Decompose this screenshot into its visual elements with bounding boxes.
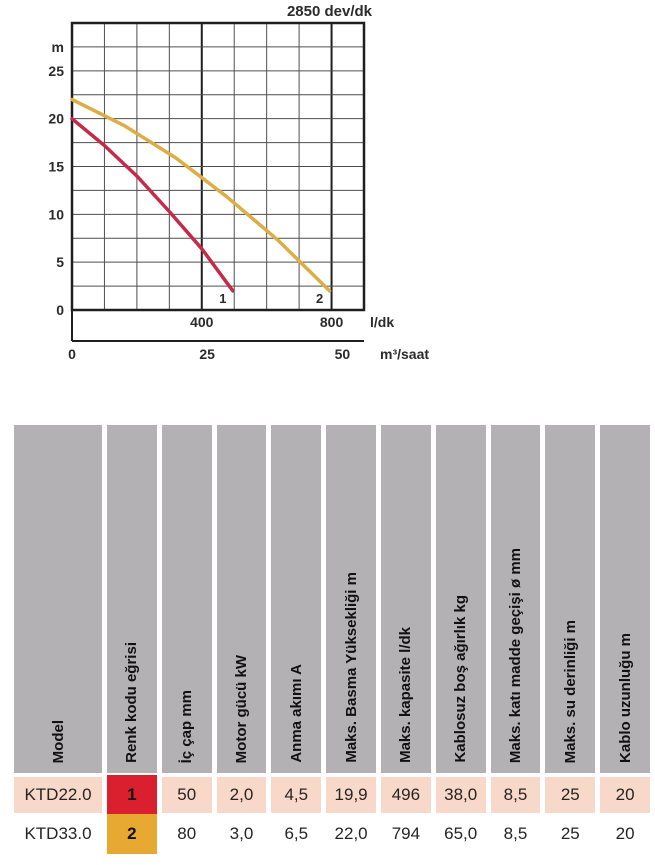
curve-label: 2 [315, 290, 324, 306]
model-cell: KTD22.0 [14, 777, 102, 813]
chart-title: 2850 dev/dk [286, 3, 372, 20]
col-header-cable-length: Kablo uzunluğu m [600, 425, 650, 773]
value-cell: 25 [545, 777, 595, 813]
spec-table [14, 425, 650, 852]
col-header-color-code: Renk kodu eğrisi [107, 425, 157, 773]
x-tick-label: 400 [190, 314, 214, 330]
col-header-motor-power: Motor gücü kW [217, 425, 267, 773]
x2-tick-label: 0 [68, 346, 76, 362]
col-header-solids-passage: Maks. katı madde geçişi ø mm [491, 425, 541, 773]
y-tick-label: 10 [48, 206, 64, 223]
value-cell: 80 [177, 824, 197, 843]
y-tick-label: 25 [48, 62, 64, 79]
y-tick-label: 15 [48, 158, 64, 175]
value-cell: 8,5 [503, 824, 528, 843]
chart-svg [0, 0, 430, 380]
col-header-rated-current: Anma akımı A [271, 425, 321, 773]
value-cell: 25 [560, 824, 580, 843]
y-tick-label: 5 [56, 254, 64, 271]
col-header-inner-diameter: İç çap mm [162, 425, 212, 773]
value-cell: 19,9 [326, 777, 376, 813]
value-cell: 496 [381, 777, 431, 813]
value-cell: 20 [615, 824, 635, 843]
x2-axis-unit: m³/saat [380, 346, 430, 362]
col-header-max-head: Maks. Basma Yüksekliği m [326, 425, 376, 773]
pump-performance-chart [0, 0, 430, 380]
value-cell: 8,5 [491, 777, 541, 813]
x-axis-unit: l/dk [370, 314, 395, 330]
value-cell: 20 [600, 777, 650, 813]
value-cell: 6,5 [284, 824, 309, 843]
x-tick-label: 800 [319, 314, 344, 330]
model-cell: KTD33.0 [24, 824, 92, 843]
y-tick-label: 0 [56, 302, 64, 318]
value-cell: 2,0 [217, 777, 267, 813]
value-cell: 794 [391, 824, 421, 843]
curve-swatch: 2 [107, 814, 157, 854]
value-cell: 3,0 [229, 824, 254, 843]
x2-tick-label: 25 [199, 346, 215, 362]
value-cell: 4,5 [271, 777, 321, 813]
x2-tick-label: 50 [334, 346, 351, 362]
value-cell: 65,0 [444, 824, 478, 843]
col-header-max-capacity: Maks. kapasite l/dk [381, 425, 431, 773]
value-cell: 50 [162, 777, 212, 813]
col-header-weight: Kablosuz boş ağırlık kg [436, 425, 486, 773]
curve-label: 1 [219, 290, 227, 306]
value-cell: 38,0 [436, 777, 486, 813]
y-tick-label: 20 [48, 110, 64, 127]
value-cell: 22,0 [334, 824, 368, 843]
curve-swatch: 1 [107, 775, 157, 815]
y-axis-unit: m [51, 38, 64, 55]
col-header-water-depth: Maks. su derinliği m [545, 425, 595, 773]
col-header-model: Model [14, 425, 102, 773]
